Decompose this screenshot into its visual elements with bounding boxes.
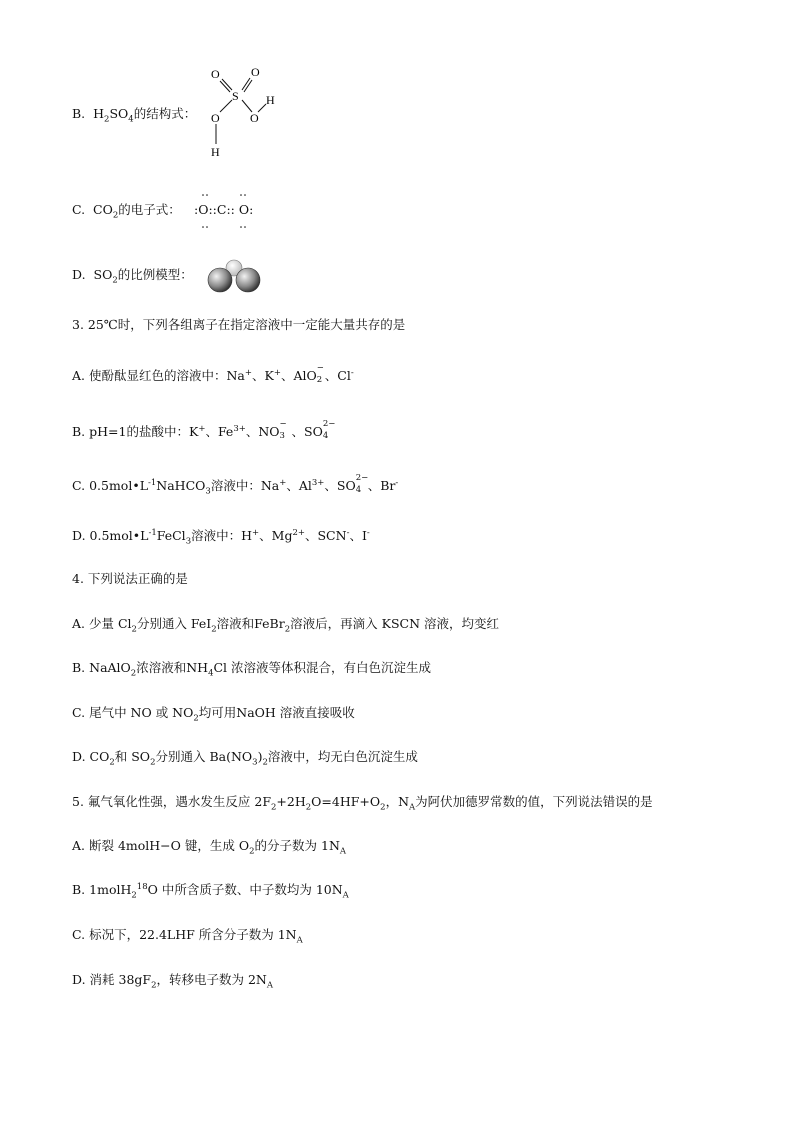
q4-option-c: C. 尾气中 NO 或 $NO_2$均可用NaOH 溶液直接吸收 [72,705,355,724]
q5-option-b: B. 1molH$_2^{18}$O 中所含质子数、中子数均为 $10N_A$ [72,881,349,901]
q4-option-d: D. $CO_2$和 $SO_2$分别通入 $Ba(NO_3)_2$溶液中，均无白色沉淀生成 [72,749,418,768]
q3-option-c: C. $0.5mol•L^{-1}NaHCO_3$溶液中：Na+、$Al^{3+}$、SO 2− 4 、Br- [72,473,399,497]
q3-option-a: A. 使酚酞显红色的溶液中：Na+、K+、AlO − 2 、Cl- [72,363,354,385]
co2-electron-formula: :O::C:: O: [194,187,264,231]
option-c-co2: C. $CO_2$的电子式： [72,202,181,221]
q3-stem: 3. 25℃时，下列各组离子在指定溶液中一定能大量共存的是 [72,317,406,332]
q5-option-d: D. 消耗 $38gF_2$，转移电子数为 $2N_A$ [72,972,274,991]
atom-h-right: H [266,93,275,107]
h2so4-structure-diagram [200,62,290,162]
q5-option-c: C. 标况下，22.4LHF 所含分子数为 $1N_A$ [72,927,303,946]
atom-o-left: O [211,111,220,125]
option-b-h2so4: B. $H_2SO_4$的结构式： [72,106,197,125]
q5-option-a: A. 断裂 4molH−O 键，生成 $O_2$的分子数为 $1N_A$ [72,838,347,857]
q4-option-b: B. NaAlO$_2$浓溶液和$NH_4Cl$ 浓溶液等体积混合，有白色沉淀生成 [72,660,432,679]
q5-stem: 5. 氟气氧化性强，遇水发生反应 $2F_2+2H_2O=4HF+O_2$，$N_A$为阿伏加德罗常数的值，下列说法错误的是 [72,794,653,813]
atom-o-top-right: O [251,65,260,79]
option-d-so2: D. $SO_2$的比例模型： [72,267,193,286]
q3-option-d: D. $0.5mol•L^{-1}FeCl_3$溶液中：H+、$Mg^{2+}$、SCN-、I- [72,527,370,547]
q3-option-b: B. pH=1的盐酸中：K+、$Fe^{3+}$、NO − 3 、SO 2− 4 [72,419,336,441]
atom-o-right: O [250,111,259,125]
q4-option-a: A. 少量 $Cl_2$分别通入 FeI$_2$溶液和FeBr$_2$溶液后，再滴入 KSCN 溶液，均变红 [72,616,500,635]
atom-o-top-left: O [211,67,220,81]
atom-h-bottom: H [211,145,220,159]
atom-s: S [232,89,239,103]
so2-space-filling-model [204,258,268,296]
q4-stem: 4. 下列说法正确的是 [72,571,188,586]
